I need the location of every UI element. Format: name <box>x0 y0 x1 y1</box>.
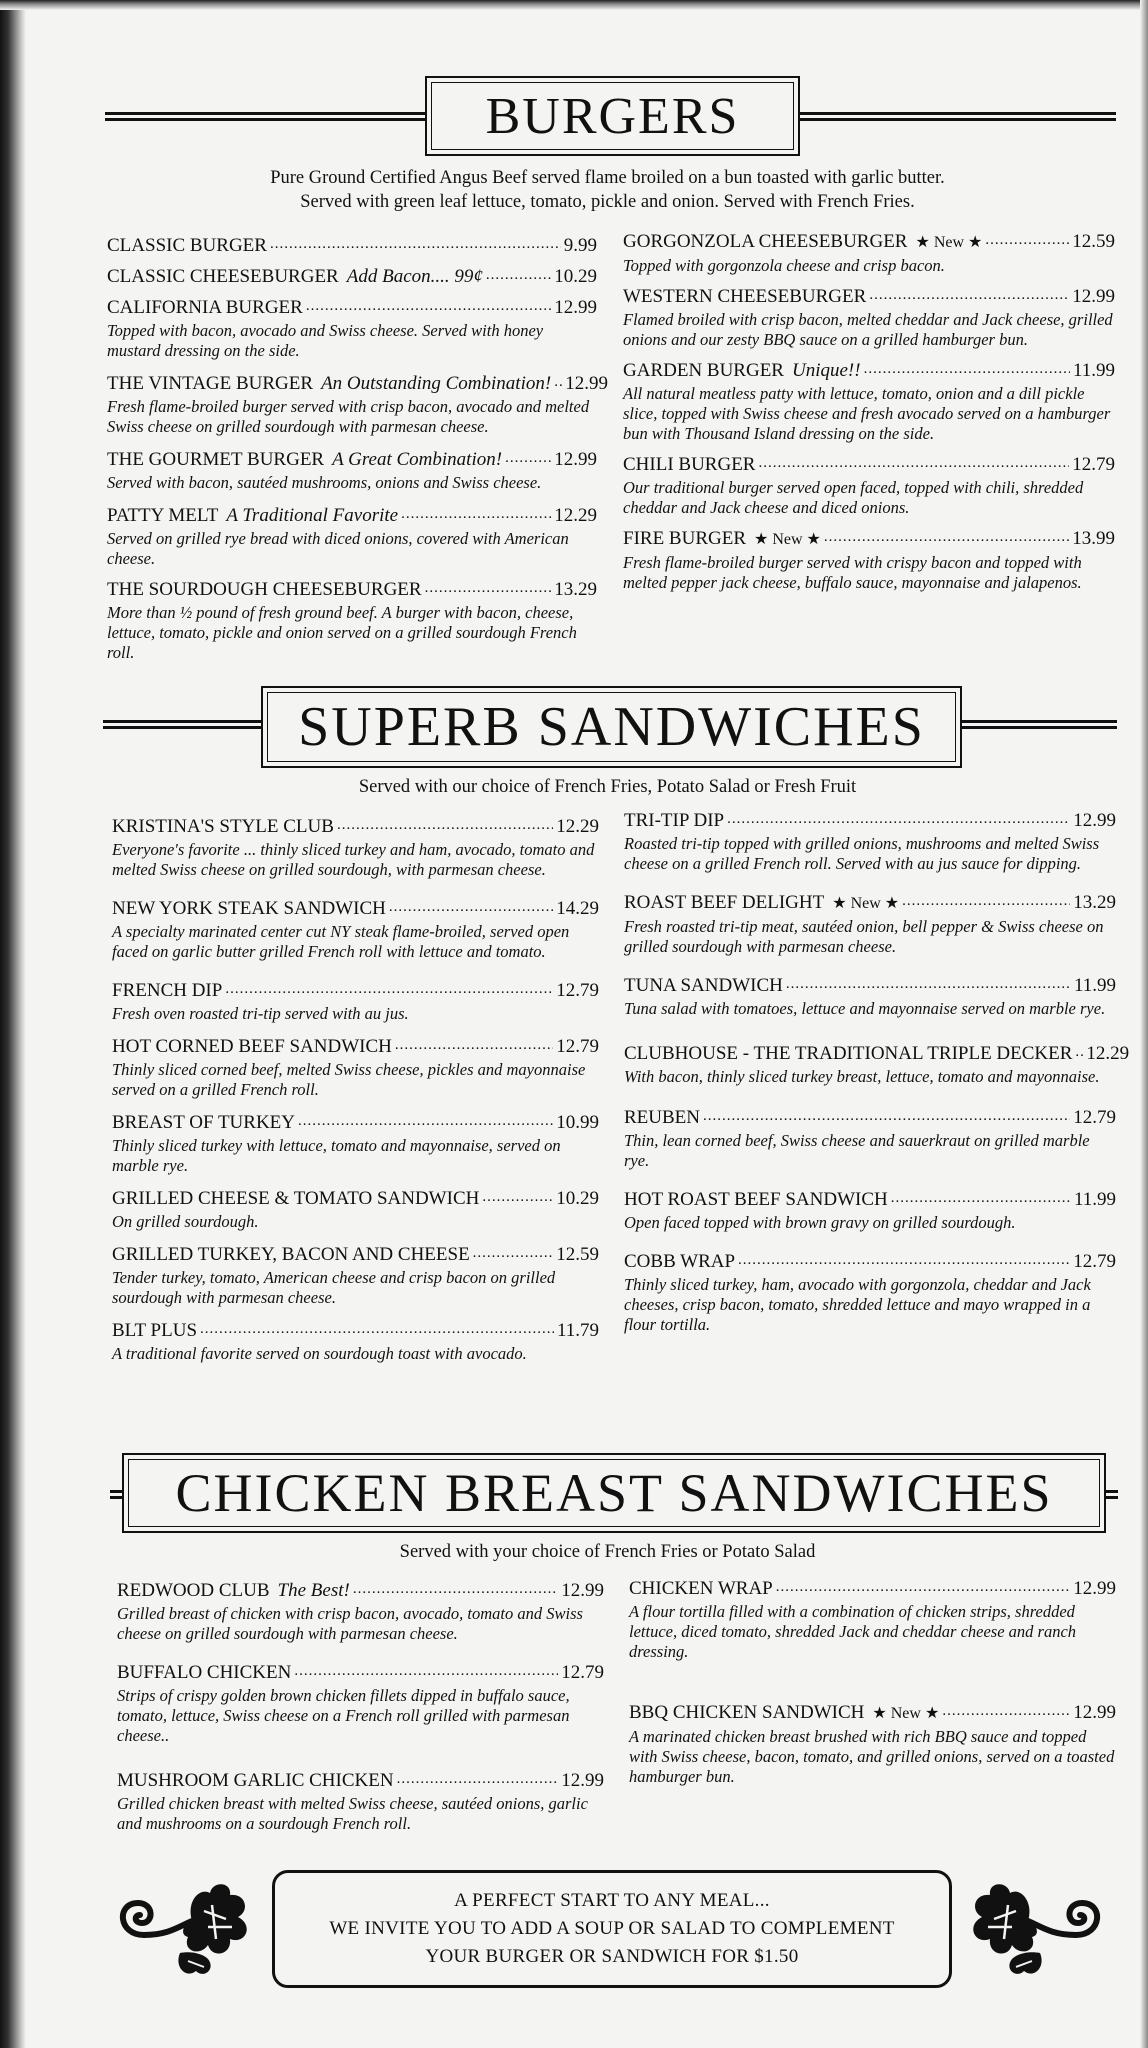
promo-line1: A PERFECT START TO ANY MEAL... <box>454 1890 770 1911</box>
heading-rule-right <box>1104 1490 1118 1499</box>
menu-item-price: 12.99 <box>1073 810 1116 831</box>
menu-item-note: A Traditional Favorite <box>226 505 399 526</box>
menu-item-description: A specialty marinated center cut NY steak flame-broiled, served open faced on garlic butter grilled French roll with lettuce and tomato. <box>112 922 570 961</box>
menu-item <box>112 814 599 880</box>
dot-leader <box>703 1105 1070 1123</box>
new-badge: ★ New ★ <box>872 1705 940 1722</box>
menu-item-description: Tender turkey, tomato, American cheese and crisp bacon on grilled sourdough with parmesan cheese. <box>112 1268 556 1307</box>
menu-item-description: Thinly sliced corned beef, melted Swiss cheese, pickles and mayonnaise served on a grilled French roll. <box>112 1060 586 1099</box>
menu-item-price: 11.99 <box>1073 975 1116 996</box>
menu-item-description: Thinly sliced turkey with lettuce, tomato and mayonnaise, served on marble rye. <box>112 1136 561 1175</box>
page-edge-left <box>0 0 26 2048</box>
menu-item-name: REUBEN <box>624 1107 700 1128</box>
dot-leader <box>824 526 1069 544</box>
menu-item <box>624 1105 1116 1171</box>
menu-item <box>112 1186 599 1232</box>
menu-item-header <box>624 1041 1130 1066</box>
dot-leader <box>786 973 1071 991</box>
menu-item-name: ROAST BEEF DELIGHT <box>624 892 825 913</box>
menu-item-header <box>112 1186 599 1211</box>
menu-item-name: KRISTINA'S STYLE CLUB <box>112 816 334 837</box>
dot-leader <box>353 1578 558 1596</box>
menu-item-note: An Outstanding Combination! <box>321 373 552 394</box>
dot-leader <box>891 1187 1071 1205</box>
menu-item-name: GORGONZOLA CHEESEBURGER <box>623 231 908 252</box>
menu-item-name: THE SOURDOUGH CHEESEBURGER <box>107 579 422 600</box>
burgers-subtitle <box>100 166 1115 214</box>
burgers-left-column <box>107 233 608 663</box>
menu-item-price: 9.99 <box>563 235 597 256</box>
menu-item <box>117 1768 604 1834</box>
menu-item-description: Grilled breast of chicken with crisp bacon, avocado, tomato and Swiss cheese on grilled sourdough with parmesan cheese. <box>117 1604 583 1643</box>
dot-leader <box>425 577 552 595</box>
menu-item <box>112 1110 599 1176</box>
menu-item-name: WESTERN CHEESEBURGER <box>623 286 867 307</box>
menu-item <box>623 452 1115 518</box>
menu-item-price: 12.79 <box>1072 454 1115 475</box>
dot-leader <box>397 1768 559 1786</box>
menu-item-name: CLUBHOUSE - THE TRADITIONAL TRIPLE DECKER <box>624 1043 1073 1064</box>
burgers-title: BURGERS <box>425 76 800 156</box>
menu-item-note: Add Bacon.... 99¢ <box>346 266 483 287</box>
menu-item-price: 12.99 <box>561 1580 604 1601</box>
menu-item-header <box>623 358 1115 383</box>
menu-item-header <box>623 452 1115 477</box>
dot-leader <box>473 1242 554 1260</box>
menu-item-header <box>117 1768 604 1793</box>
menu-item-price: 12.29 <box>556 816 599 837</box>
sandwiches-right-column <box>624 808 1130 1335</box>
menu-item-header <box>112 1110 599 1135</box>
menu-item-header <box>117 1660 604 1685</box>
menu-item-name: HOT CORNED BEEF SANDWICH <box>112 1036 392 1057</box>
menu-item-description: Thin, lean corned beef, Swiss cheese and sauerkraut on grilled marble rye. <box>624 1131 1090 1170</box>
menu-item-note: Unique!! <box>791 360 861 381</box>
new-badge: ★ New ★ <box>915 234 983 251</box>
menu-item-price: 12.99 <box>554 449 597 470</box>
menu-item-name: BLT PLUS <box>112 1320 198 1341</box>
menu-item <box>624 1041 1130 1087</box>
menu-item-description: With bacon, thinly sliced turkey breast, lettuce, tomato and mayonnaise. <box>624 1067 1100 1086</box>
menu-item <box>117 1578 604 1644</box>
menu-item-description: Topped with gorgonzola cheese and crisp bacon. <box>623 256 945 275</box>
menu-item-header <box>107 295 597 320</box>
menu-item-description: Served on grilled rye bread with diced onions, covered with American cheese. <box>107 529 569 568</box>
menu-item-header <box>112 814 599 839</box>
menu-item-price: 12.99 <box>1072 286 1115 307</box>
promo-line2: WE INVITE YOU TO ADD A SOUP OR SALAD TO COMPLEMENT <box>329 1918 895 1939</box>
menu-item-header <box>112 1034 599 1059</box>
menu-item-description: Thinly sliced turkey, ham, avocado with gorgonzola, cheddar and Jack cheeses, crisp bacon, tomato, shredded lettuce and mayo wrapped in a flour tortilla. <box>624 1275 1091 1334</box>
menu-item-price: 12.59 <box>1072 231 1115 252</box>
menu-item-name: COBB WRAP <box>624 1251 736 1272</box>
menu-item-name: GRILLED TURKEY, BACON AND CHEESE <box>112 1244 470 1265</box>
sandwiches-subtitle: Served with our choice of French Fries, Potato Salad or Fresh Fruit <box>358 777 857 797</box>
leaf-scroll-icon <box>108 1875 258 1985</box>
menu-item-header <box>623 284 1115 309</box>
chicken-subtitle: Served with your choice of French Fries or Potato Salad <box>399 1542 816 1562</box>
dot-leader <box>401 503 551 521</box>
menu-item-description: Grilled chicken breast with melted Swiss cheese, sautéed onions, garlic and mushrooms on a sourdough French roll. <box>117 1794 588 1833</box>
menu-item-name: THE VINTAGE BURGER <box>107 373 314 394</box>
soup-salad-promo <box>272 1870 952 1988</box>
menu-item-price: 11.79 <box>556 1320 599 1341</box>
menu-item-name: NEW YORK STEAK SANDWICH <box>112 898 386 919</box>
menu-item-description: Topped with bacon, avocado and Swiss cheese. Served with honey mustard dressing on the side. <box>107 321 544 360</box>
menu-item-note: A Great Combination! <box>332 449 503 470</box>
menu-item-header <box>624 890 1116 916</box>
menu-item-price: 12.29 <box>554 505 597 526</box>
chicken-right-column <box>629 1576 1116 1787</box>
menu-item-name: CLASSIC CHEESEBURGER <box>107 266 339 287</box>
menu-item-description: On grilled sourdough. <box>112 1212 259 1231</box>
menu-item-price: 10.99 <box>556 1112 599 1133</box>
menu-item <box>629 1700 1116 1787</box>
menu-item-name: BUFFALO CHICKEN <box>117 1662 292 1683</box>
dot-leader <box>985 229 1069 247</box>
menu-item-name: TRI-TIP DIP <box>624 810 725 831</box>
menu-item-price: 12.99 <box>565 373 608 394</box>
menu-item-price: 12.99 <box>554 297 597 318</box>
chicken-left-column <box>117 1578 604 1834</box>
heading-rule-left <box>103 720 263 729</box>
menu-item-description: Everyone's favorite ... thinly sliced turkey and ham, avocado, tomato and melted Swiss cheese on grilled sourdough, with parmesan cheese. <box>112 840 595 879</box>
menu-item-name: GARDEN BURGER <box>623 360 784 381</box>
menu-item-header <box>112 896 599 921</box>
dot-leader <box>902 890 1070 908</box>
menu-item <box>112 1034 599 1100</box>
new-badge: ★ New ★ <box>754 531 821 548</box>
menu-item <box>107 264 597 289</box>
dot-leader <box>554 371 562 389</box>
menu-item-description: Tuna salad with tomatoes, lettuce and mayonnaise served on marble rye. <box>624 999 1106 1018</box>
menu-item <box>112 896 599 962</box>
menu-item <box>623 358 1115 444</box>
menu-item-price: 12.99 <box>561 1770 604 1791</box>
menu-item-price: 14.29 <box>556 898 599 919</box>
page-edge-right <box>1140 0 1148 2048</box>
menu-item-price: 13.99 <box>1072 528 1115 549</box>
menu-item-price: 11.99 <box>1072 360 1115 381</box>
menu-item-header <box>107 264 597 289</box>
menu-item-name: PATTY MELT <box>107 505 219 526</box>
dot-leader <box>200 1318 554 1336</box>
menu-item <box>107 371 608 437</box>
menu-item <box>629 1576 1116 1662</box>
dot-leader <box>337 814 553 832</box>
menu-item <box>624 890 1116 957</box>
menu-item-description: More than ½ pound of fresh ground beef. A burger with bacon, cheese, lettuce, tomato, pickle and onion served on a grilled sourdough French roll. <box>107 603 577 662</box>
menu-item-price: 12.99 <box>1073 1702 1116 1723</box>
menu-item-header <box>107 447 597 472</box>
chicken-title: CHICKEN BREAST SANDWICHES <box>122 1453 1106 1533</box>
menu-item-description: Fresh flame-broiled burger served with crisp bacon, avocado and melted Swiss cheese on grilled sourdough with parmesan cheese. <box>107 397 590 436</box>
menu-item-name: MUSHROOM GARLIC CHICKEN <box>117 1770 394 1791</box>
menu-item-name: CALIFORNIA BURGER <box>107 297 303 318</box>
leaf-scroll-icon <box>962 1875 1112 1985</box>
menu-item <box>112 978 599 1024</box>
menu-item-header <box>112 978 599 1003</box>
menu-item-description: A traditional favorite served on sourdough toast with avocado. <box>112 1344 527 1363</box>
menu-item-name: GRILLED CHEESE & TOMATO SANDWICH <box>112 1188 480 1209</box>
menu-item-price: 11.99 <box>1073 1189 1116 1210</box>
menu-item-header <box>623 526 1115 552</box>
menu-item <box>624 1187 1116 1233</box>
dot-leader <box>869 284 1069 302</box>
menu-item-header <box>624 1105 1116 1130</box>
menu-item-header <box>107 577 597 602</box>
heading-rule-left <box>105 112 427 121</box>
new-badge: ★ New ★ <box>832 895 900 912</box>
menu-item-price: 13.29 <box>554 579 597 600</box>
menu-item-description: Served with bacon, sautéed mushrooms, onions and Swiss cheese. <box>107 473 542 492</box>
dot-leader <box>727 808 1070 826</box>
menu-item-description: Fresh roasted tri-tip meat, sautéed onion, bell pepper & Swiss cheese on grilled sourdough with parmesan cheese. <box>624 917 1104 956</box>
menu-item-name: CHICKEN WRAP <box>629 1578 773 1599</box>
dot-leader <box>225 978 553 996</box>
menu-item <box>623 229 1115 276</box>
menu-item-description: Open faced topped with brown gravy on grilled sourdough. <box>624 1213 1016 1232</box>
dot-leader <box>864 358 1070 376</box>
menu-item-header <box>117 1578 604 1603</box>
dot-leader <box>306 295 551 313</box>
menu-item-description: Strips of crispy golden brown chicken fillets dipped in buffalo sauce, tomato, lettuce, Swiss cheese on a French roll grilled with parmesan cheese.. <box>117 1686 570 1745</box>
menu-item-name: FRENCH DIP <box>112 980 223 1001</box>
menu-item-header <box>629 1700 1116 1726</box>
burgers-subtitle-line2: Served with green leaf lettuce, tomato, pickle and onion. Served with French Fries. <box>300 192 915 212</box>
dot-leader <box>486 264 551 282</box>
burgers-subtitle-line1: Pure Ground Certified Angus Beef served flame broiled on a bun toasted with garlic butter. <box>270 168 945 188</box>
menu-item-price: 10.29 <box>554 266 597 287</box>
menu-item-price: 12.99 <box>1073 1578 1116 1599</box>
menu-item <box>107 233 597 258</box>
menu-item-header <box>624 1249 1116 1274</box>
menu-item <box>107 295 597 361</box>
dot-leader <box>389 896 553 914</box>
menu-item-description: All natural meatless patty with lettuce, tomato, onion and a dill pickle slice, topped with Swiss cheese and fresh avocado served on a hamburger bun with Thousand Island dressing on the side. <box>623 384 1111 443</box>
dot-leader <box>776 1576 1071 1594</box>
menu-item-header <box>107 233 597 258</box>
sandwiches-left-column <box>112 814 599 1364</box>
sandwiches-title: SUPERB SANDWICHES <box>261 686 962 768</box>
menu-item <box>623 526 1115 593</box>
menu-item-description: Roasted tri-tip topped with grilled onions, mushrooms and melted Swiss cheese on a grilled French roll. Served with au jus sauce for dipping. <box>624 834 1100 873</box>
menu-item-description: Flamed broiled with crisp bacon, melted cheddar and Jack cheese, grilled onions and our zesty BBQ sauce on a grilled hamburger bun. <box>623 310 1113 349</box>
menu-item-price: 12.29 <box>1086 1043 1130 1064</box>
menu-item-price: 10.29 <box>556 1188 599 1209</box>
menu-item <box>107 577 597 663</box>
menu-item-name: CHILI BURGER <box>623 454 756 475</box>
dot-leader <box>505 447 551 465</box>
menu-item <box>624 1249 1116 1335</box>
dot-leader <box>1075 1041 1083 1059</box>
menu-item-name: FIRE BURGER <box>623 528 746 549</box>
menu-item <box>117 1660 604 1746</box>
menu-item-name: THE GOURMET BURGER <box>107 449 325 470</box>
menu-item-name: CLASSIC BURGER <box>107 235 267 256</box>
menu-item <box>623 284 1115 350</box>
menu-item-name: TUNA SANDWICH <box>624 975 783 996</box>
menu-item-header <box>629 1576 1116 1601</box>
menu-item <box>107 447 597 493</box>
menu-item-header <box>623 229 1115 255</box>
menu-item-price: 12.59 <box>556 1244 599 1265</box>
menu-item <box>624 973 1116 1019</box>
menu-item-price: 12.79 <box>561 1662 604 1683</box>
menu-item-header <box>624 808 1116 833</box>
menu-item-name: BBQ CHICKEN SANDWICH <box>629 1702 865 1723</box>
menu-item-description: Fresh flame-broiled burger served with crispy bacon and topped with melted pepper jack cheese, buffalo sauce, mayonnaise and jalapenos. <box>623 553 1082 592</box>
heading-rule-right <box>960 720 1117 729</box>
dot-leader <box>294 1660 558 1678</box>
menu-item-header <box>107 371 608 396</box>
menu-item <box>107 503 597 569</box>
menu-item-header <box>112 1318 599 1343</box>
menu-item-name: HOT ROAST BEEF SANDWICH <box>624 1189 888 1210</box>
promo-line3: YOUR BURGER OR SANDWICH FOR $1.50 <box>425 1946 799 1967</box>
dot-leader <box>942 1700 1070 1718</box>
menu-item-name: BREAST OF TURKEY <box>112 1112 295 1133</box>
menu-item-description: Our traditional burger served open faced, topped with chili, shredded cheddar and Jack cheese and diced onions. <box>623 478 1084 517</box>
menu-item <box>112 1242 599 1308</box>
burgers-right-column <box>623 229 1115 593</box>
menu-item-description: A marinated chicken breast brushed with rich BBQ sauce and topped with Swiss cheese, bacon, tomato, and grilled onions, served on a toasted hamburger bun. <box>629 1727 1115 1786</box>
menu-item-price: 12.79 <box>556 1036 599 1057</box>
menu-item-header <box>624 973 1116 998</box>
menu-item-price: 13.29 <box>1073 892 1116 913</box>
menu-item-description: Fresh oven roasted tri-tip served with au jus. <box>112 1004 409 1023</box>
dot-leader <box>395 1034 553 1052</box>
dot-leader <box>738 1249 1070 1267</box>
dot-leader <box>758 452 1069 470</box>
dot-leader <box>298 1110 553 1128</box>
menu-item-header <box>107 503 597 528</box>
menu-item <box>112 1318 599 1364</box>
menu-item-price: 12.79 <box>1073 1107 1116 1128</box>
menu-item-description: A flour tortilla filled with a combination of chicken strips, shredded lettuce, diced tomato, shredded Jack and cheddar cheese and ranch dressing. <box>629 1602 1077 1661</box>
dot-leader <box>482 1186 553 1204</box>
page-edge-top <box>0 0 1148 10</box>
menu-item-note: The Best! <box>277 1580 350 1601</box>
dot-leader <box>270 233 561 251</box>
menu-item <box>624 808 1116 874</box>
menu-item-header <box>112 1242 599 1267</box>
menu-item-header <box>624 1187 1116 1212</box>
menu-item-price: 12.79 <box>556 980 599 1001</box>
heading-rule-right <box>798 112 1116 121</box>
menu-item-name: REDWOOD CLUB <box>117 1580 270 1601</box>
menu-item-price: 12.79 <box>1073 1251 1116 1272</box>
